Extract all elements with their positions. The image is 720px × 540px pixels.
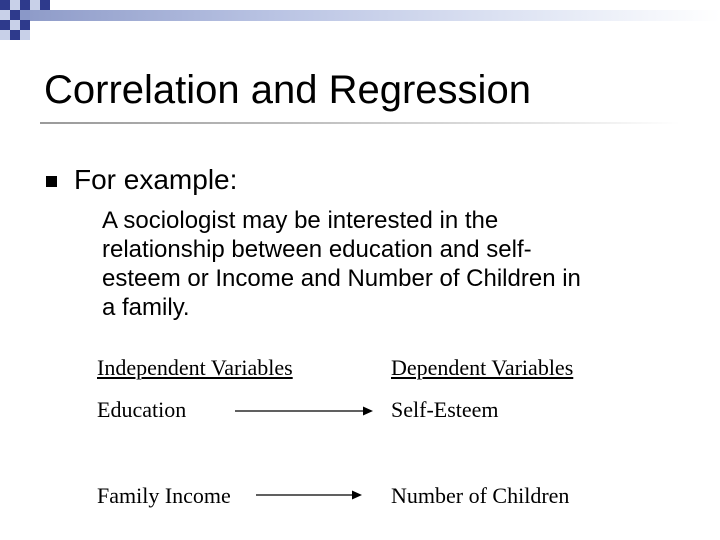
dependent-variable-self-esteem: Self-Esteem [391, 397, 499, 422]
title-divider [40, 122, 680, 124]
bullet-text: For example: [74, 164, 238, 195]
body-line: A sociologist may be interested in the [102, 207, 499, 234]
body-line: esteem or Income and Number of Children in [102, 265, 581, 292]
body-line: a family. [102, 294, 190, 321]
square-bullet-icon [46, 176, 57, 187]
dependent-variable-number-of-children: Number of Children [391, 483, 570, 508]
body-line: relationship between education and self- [102, 236, 532, 263]
arrow-right-icon [235, 404, 375, 418]
dependent-variables-header: Dependent Variables [391, 355, 574, 380]
arrow-right-icon [256, 488, 364, 502]
independent-variable-family-income: Family Income [97, 483, 231, 508]
header-checker-decoration [0, 0, 720, 50]
independent-variable-education: Education [97, 397, 187, 422]
independent-variables-header: Independent Variables [97, 355, 293, 380]
slide-title: Correlation and Regression [44, 68, 531, 112]
body-paragraph [102, 206, 682, 322]
